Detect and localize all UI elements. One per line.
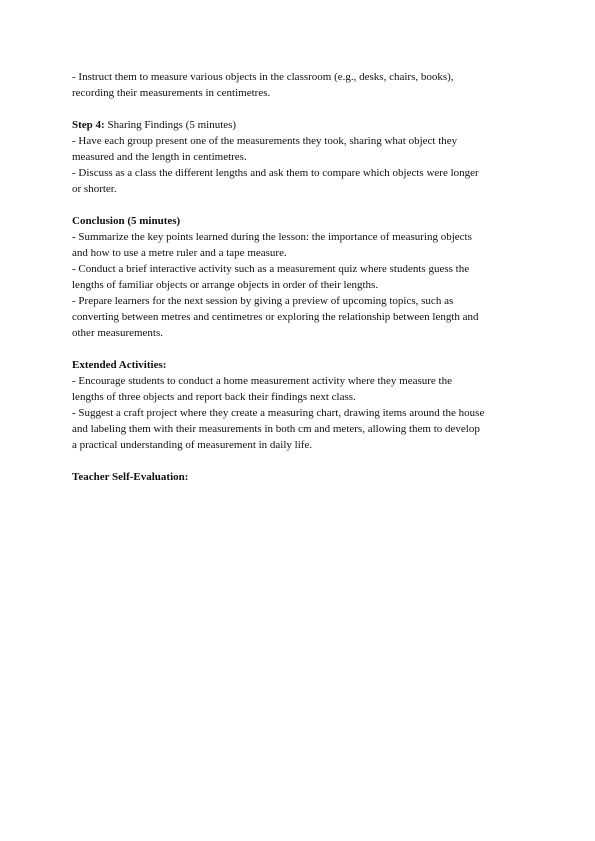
- intro-section: [72, 69, 532, 101]
- step4-section: [72, 117, 532, 197]
- extended-section: [72, 357, 532, 453]
- conclusion-heading: Conclusion (5 minutes): [72, 215, 181, 227]
- step4-heading: [72, 117, 532, 133]
- step4-title: Sharing Findings (5 minutes): [104, 119, 237, 131]
- conclusion-line: - Conduct a brief interactive activity such as a measurement quiz where students guess the: [72, 263, 470, 275]
- extended-line: lengths of three objects and report back their findings next class.: [72, 391, 356, 403]
- conclusion-line: lengths of familiar objects or arrange objects in order of their lengths.: [72, 279, 379, 291]
- intro-line: - Instruct them to measure various objects in the classroom (e.g., desks, chairs, books),: [72, 71, 454, 83]
- extended-line: a practical understanding of measurement in daily life.: [72, 439, 313, 451]
- step4-line: measured and the length in centimetres.: [72, 151, 247, 163]
- paragraph-gap: [72, 341, 532, 357]
- paragraph-gap: [72, 101, 532, 117]
- intro-line: recording their measurements in centimetres.: [72, 87, 271, 99]
- conclusion-section: [72, 213, 532, 341]
- step4-line: - Have each group present one of the measurements they took, sharing what object they: [72, 135, 458, 147]
- step4-line: - Discuss as a class the different lengths and ask them to compare which objects were longer: [72, 167, 479, 179]
- extended-heading: Extended Activities:: [72, 359, 167, 371]
- step4-label: Step 4:: [72, 119, 105, 131]
- self-eval-section: [72, 469, 532, 485]
- conclusion-line: and how to use a metre ruler and a tape measure.: [72, 247, 287, 259]
- extended-line: - Encourage students to conduct a home measurement activity where they measure the: [72, 375, 452, 387]
- paragraph-gap: [72, 453, 532, 469]
- conclusion-line: converting between metres and centimetres or exploring the relationship between length and: [72, 311, 479, 323]
- paragraph-gap: [72, 197, 532, 213]
- document-page: [72, 69, 532, 485]
- conclusion-line: other measurements.: [72, 327, 164, 339]
- extended-line: and labeling them with their measurements in both cm and meters, allowing them to develop: [72, 423, 480, 435]
- extended-line: - Suggest a craft project where they create a measuring chart, drawing items around the house: [72, 407, 485, 419]
- conclusion-line: - Summarize the key points learned during the lesson: the importance of measuring objects: [72, 231, 472, 243]
- conclusion-line: - Prepare learners for the next session by giving a preview of upcoming topics, such as: [72, 295, 454, 307]
- step4-line: or shorter.: [72, 183, 117, 195]
- self-eval-heading: Teacher Self-Evaluation:: [72, 471, 189, 483]
